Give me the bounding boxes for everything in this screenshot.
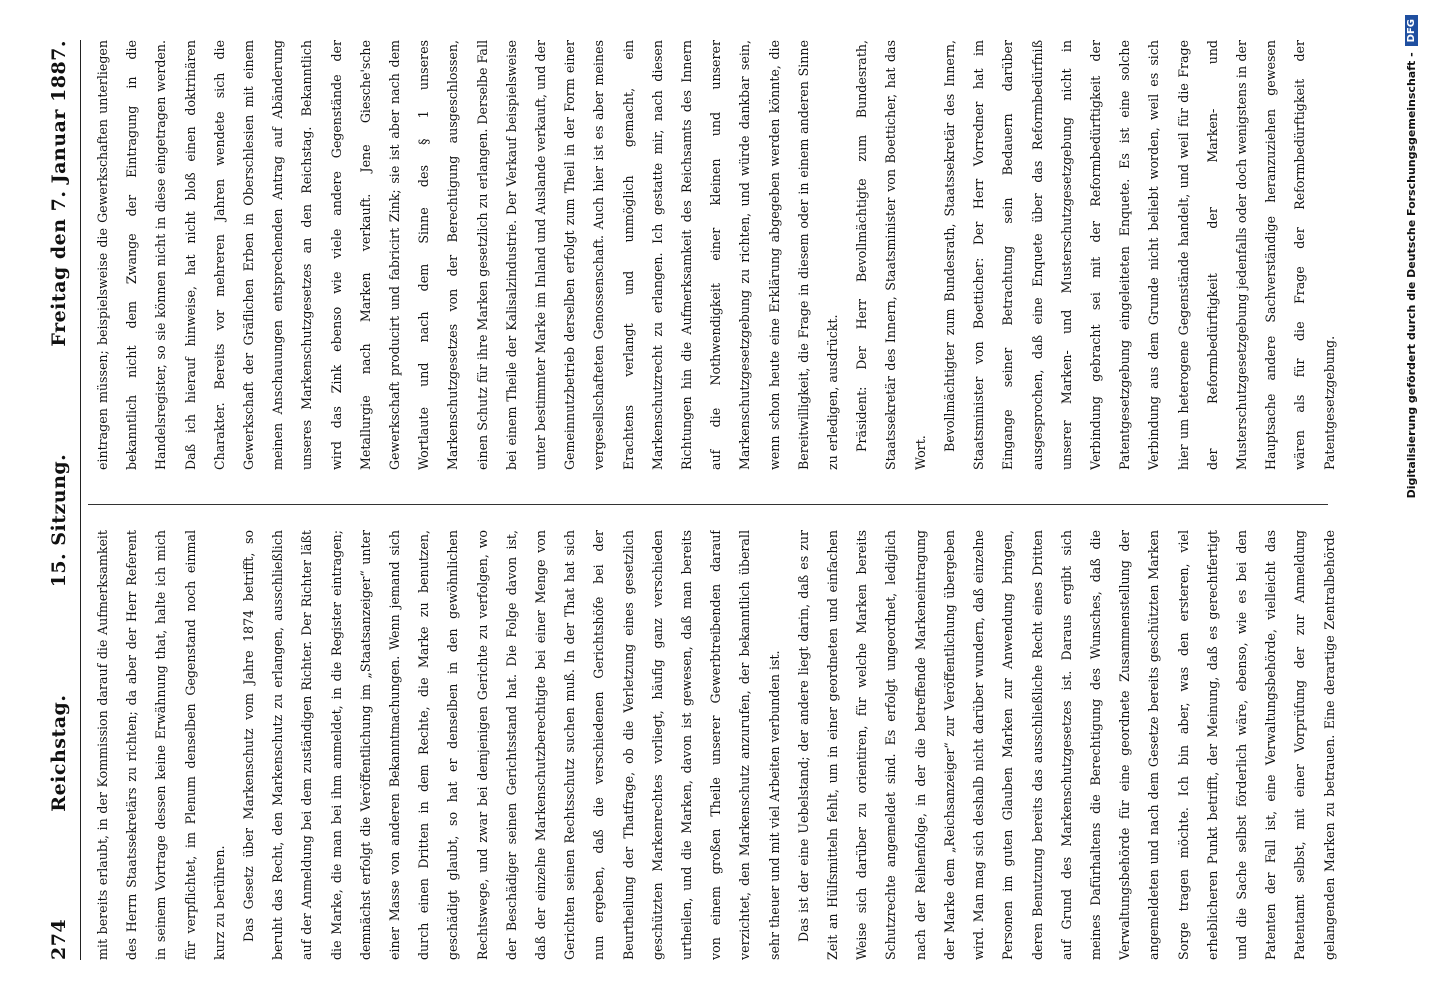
digitization-credit — [1405, 15, 1418, 990]
header-rule — [80, 40, 81, 960]
paragraph: mit bereits erlaubt, in der Kommission darauf die Aufmerksamkeit des Herrn Staatssekretärs zu richten; da aber der Herr Referent in seinem Vortrage dessen keine Erwähnung that, halte ich mich für verpflichtet, im Plenum denselben Gegenstand noch einmal kurz zu berühren. — [95, 530, 227, 960]
page-header — [48, 40, 78, 960]
credit-text: Digitalisierung gefördert durch die Deutsche Forschungsgemeinschaft - — [1405, 52, 1418, 499]
right-column — [88, 40, 1343, 470]
dfg-logo: DFG — [1405, 15, 1418, 46]
left-column — [88, 530, 1343, 960]
paragraph: eintragen müssen; beispielsweise die Gewerkschaften unterliegen bekanntlich nicht dem Zwange der Eintragung in die Handelsregister, so sie können nicht in diese eingetragen werden. Daß ich hierauf hinweise, hat nicht bloß einen doktrinären Charakter. Bereits vor mehreren Jahren wendete sich die Gewerkschaft der Gräflichen Erben in Oberschlesien mit einem meinen Anschauungen entsprechenden Antrag auf Abänderung unseres Markenschutzgesetzes an den Reichstag. Bekanntlich wird das Zink ebenso wie viele andere Gegenstände der Metallurgie nach Marken verkauft. Jene Giesche'sche Gewerkschaft producirt und fabricirt Zink; sie ist aber nach dem Wortlaute und nach dem Sinne des § 1 unseres Markenschutzgesetzes von der Berechtigung ausgeschlossen, einen Schutz für ihre Marken gesetzlich zu erlangen. Derselbe Fall bei einem Theile der Kalisalzindustrie. Der Verkauf beispielsweise unter bestimmter Marke im Inland und Auslande verkauft, und der Gemeinnutzbetrieb derselben erfolgt zum Theil in der Form einer vergesellschafteten Genossenschaft. Auch hier ist es aber meines Erachtens verlangt und unmöglich gemacht, ein Markenschutzrecht zu erlangen. Ich gestatte mir, nach diesen Richtungen hin die Aufmerksamkeit des Reichsamts des Innern auf die Nothwendigkeit einer kleinen und unserer Markenschutzgesetzgebung zu richten, und würde dankbar sein, wenn schon heute eine Erklärung abgegeben werden könnte, die Bereitwilligkeit, die Frage in diesem oder in einem anderen Sinne zu erledigen, ausdrückt. — [95, 40, 841, 470]
paragraph: Das ist der eine Uebelstand; der andere liegt darin, daß es zur Zeit an Hülfsmitteln fehlt, um in einer geordneten und einfachen Weise sich darüber zu orientiren, für welche Marken bereits Schutzrechte angemeldet sind. Es erfolgt ungeordnet, lediglich nach der Reihenfolge, in der die betreffende Markeneintragung der Marke dem „Reichsanzeiger“ zur Veröffentlichung übergeben wird. Man mag sich deshalb nicht darüber wundern, daß einzelne Personen im guten Glauben Marken zur Anwendung bringen, deren Benutzung bereits das ausschließliche Recht eines Dritten auf Grund des Markenschutzgesetzes ist. Daraus ergibt sich meines Dafürhaltens die Berechtigung des Wunsches, daß die Verwaltungsbehörde für eine geordnete Zusammenstellung der angemeldeten und nach dem Gesetze bereits geschützten Marken Sorge tragen möchte. Ich bin aber, was den ersteren, viel erheblicheren Punkt betrifft, der Meinung, daß es gerechtfertigt und die Sache selbst förderlich wäre, ebenso, wie es bei den Patenten der Fall ist, eine Verwaltungsbehörde, vielleicht das Patentamt selbst, mit einer Vorprüfung der zur Anmeldung gelangenden Marken zu betrauen. Eine derartige Zentralbehörde — [795, 530, 1337, 960]
publication-name: Reichstag. — [48, 694, 70, 812]
page-number: 274 — [48, 918, 70, 960]
paragraph: Präsident: Der Herr Bevollmächtigte zum Bundesrath, Staatssekretär des Innern, Staatsminister von Boetticher, hat das Wort. — [854, 40, 928, 470]
paragraph: Das Gesetz über Markenschutz vom Jahre 1874 betrifft, so beruht das Recht, den Markenschutz zu erlangen, ausschließlich auf der Anmeldung bei dem zuständigen Richter. Der Richter läßt die Marke, die man bei ihm anmeldet, in die Register eintragen; demnächst erfolgt die Veröffentlichung im „Staatsanzeiger“ unter einer Masse von anderen Bekanntmachungen. Wenn jemand sich durch einen Dritten in dem Rechte, die Marke zu benutzen, geschädigt glaubt, so hat er denselben in den gewöhnlichen Rechtswege, und zwar bei demjenigen Gerichte zu verfolgen, wo der Beschädiger seinen Gerichtsstand hat. Die Folge davon ist, daß der einzelne Markenschutzberechtigte bei einer Menge von Gerichten seinen Rechtsschutz suchen muß. In der That hat sich nun ergeben, daß die verschiedenen Gerichtshöfe bei der Beurtheilung der Thatfrage, ob die Verletzung eines gesetzlich geschützten Markenrechtes vorliegt, häufig ganz verschieden urtheilen, und die Marken, davon ist gewesen, daß man bereits von einem großen Theile unserer Gewerbtreibenden darauf verzichtet, den Markenschutz anzurufen, der bekanntlich überall sehr theuer und mit viel Arbeiten verbunden ist. — [241, 530, 782, 960]
session-date: Freitag den 7. Januar 1887. — [48, 40, 70, 347]
session-label: 15. Sitzung. — [48, 453, 70, 588]
column-divider — [88, 504, 1328, 505]
paragraph: Bevollmächtigter zum Bundesrath, Staatssekretär des Innern, Staatsminister von Boetticher: Der Herr Vorredner hat im Eingange seiner Betrachtung sein Bedauern darüber ausgesprochen, daß eine Enquete über das Reformbedürfniß unserer Marken- und Musterschutzgesetzgebung nicht in Verbindung gebracht sei mit der Reformbedürftigkeit der Patentgesetzgebung eingeleiteten Enquete. Es ist eine solche Verbindung aus dem Grunde nicht beliebt worden, weil es sich hier um heterogene Gegenstände handelt, und weil für die Frage der Reformbedürftigkeit der Marken- und Musterschutzgesetzgebung jedenfalls oder doch wenigstens in der Hauptsache andere Sachverständige heranzuziehen gewesen wären als für die Frage der Reformbedürftigkeit der Patentgesetzgebung. — [941, 40, 1337, 470]
